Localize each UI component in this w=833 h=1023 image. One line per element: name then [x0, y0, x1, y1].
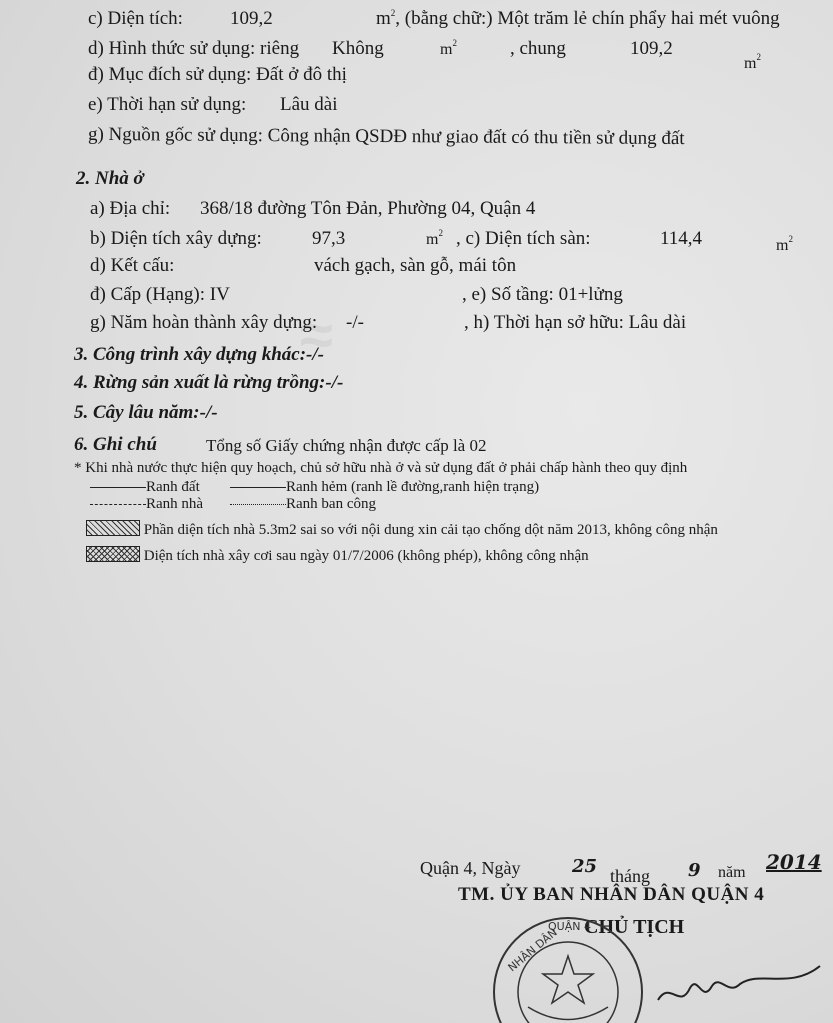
dotted-line-icon [230, 504, 286, 505]
land-term-row: e) Thời hạn sử dụng: Lâu dài [88, 94, 338, 115]
land-area-row: c) Diện tích: 109,2 $m^2$, (bằng chữ:) Một trăm lẻ chín phẩy hai mét vuông [88, 8, 780, 29]
cross-hatch-icon [86, 546, 140, 562]
signature-scribble-icon [650, 960, 833, 1023]
legend-land-row: Ranh đất Ranh hẻm (ranh lề đường,ranh hiện trạng) [90, 479, 200, 496]
diagonal-hatch-icon [86, 520, 140, 536]
solid-line-icon [90, 487, 146, 488]
house-year-row: g) Năm hoàn thành xây dựng: -/- , h) Thời hạn sở hữu: Lâu dài [90, 312, 687, 333]
land-usage-row: d) Hình thức sử dụng: riêng Không $m^2$ , chung 109,2 $m^2$ [88, 38, 761, 72]
solid-line-icon-2 [230, 487, 286, 488]
house-area-row: b) Diện tích xây dựng: 97,3 $m^2$ , c) Diện tích sàn: 114,4 $m^2$ [90, 228, 793, 254]
land-origin: g) Nguồn gốc sử dụng: Công nhận QSDĐ như giao đất có thu tiền sử dụng đất [87, 123, 685, 150]
land-area-value: 109,2 [230, 8, 273, 29]
land-purpose: đ) Mục đích sử dụng: Đất ở đô thị [88, 64, 347, 85]
section-5: 5. Cây lâu năm:-/- [74, 402, 218, 423]
legend-xhatch-row: Diện tích nhà xây cơi sau ngày 01/7/2006 (không phép), không công nhận [86, 546, 589, 565]
svg-text:QUẬN 4: QUẬN 4 [548, 920, 591, 933]
house-grade-row: đ) Cấp (Hạng): IV , e) Số tầng: 01+lửng [90, 284, 623, 305]
house-address-row: a) Địa chỉ: 368/18 đường Tôn Đản, Phường 04, Quận 4 [90, 198, 536, 219]
section-4: 4. Rừng sản xuất là rừng trồng:-/- [74, 372, 344, 393]
legend-house-row: Ranh nhà Ranh ban công [90, 496, 203, 513]
house-heading: 2. Nhà ở [76, 168, 144, 189]
cert-count: Tổng số Giấy chứng nhận được cấp là 02 [206, 436, 487, 455]
chairman-title: CHỦ TỊCH [584, 916, 685, 938]
section-3: 3. Công trình xây dựng khác:-/- [74, 344, 324, 365]
date-row: Quận 4, Ngày 25 tháng 9 năm 2014 [420, 850, 822, 886]
watermark-top: ≈ [300, 301, 337, 368]
legend-hatch-row: Phần diện tích nhà 5.3m2 sai so với nội dung xin cải tạo chống dột năm 2013, không công nhận [86, 520, 718, 539]
official-seal-icon [488, 912, 648, 1023]
dashed-line-icon [90, 504, 146, 505]
section-6-heading: 6. Ghi chú [74, 434, 157, 455]
authority-title: TM. ỦY BAN NHÂN DÂN QUẬN 4 [458, 884, 765, 905]
svg-text:NHÂN DÂN: NHÂN DÂN [505, 925, 560, 975]
house-address: 368/18 đường Tôn Đản, Phường 04, Quận 4 [200, 198, 536, 219]
planning-note: * Khi nhà nước thực hiện quy hoạch, chủ sở hữu nhà ở và sử dụng đất ở phải chấp hành theo quy định [74, 460, 688, 476]
house-structure-row: d) Kết cấu: vách gạch, sàn gỗ, mái tôn [90, 255, 517, 276]
